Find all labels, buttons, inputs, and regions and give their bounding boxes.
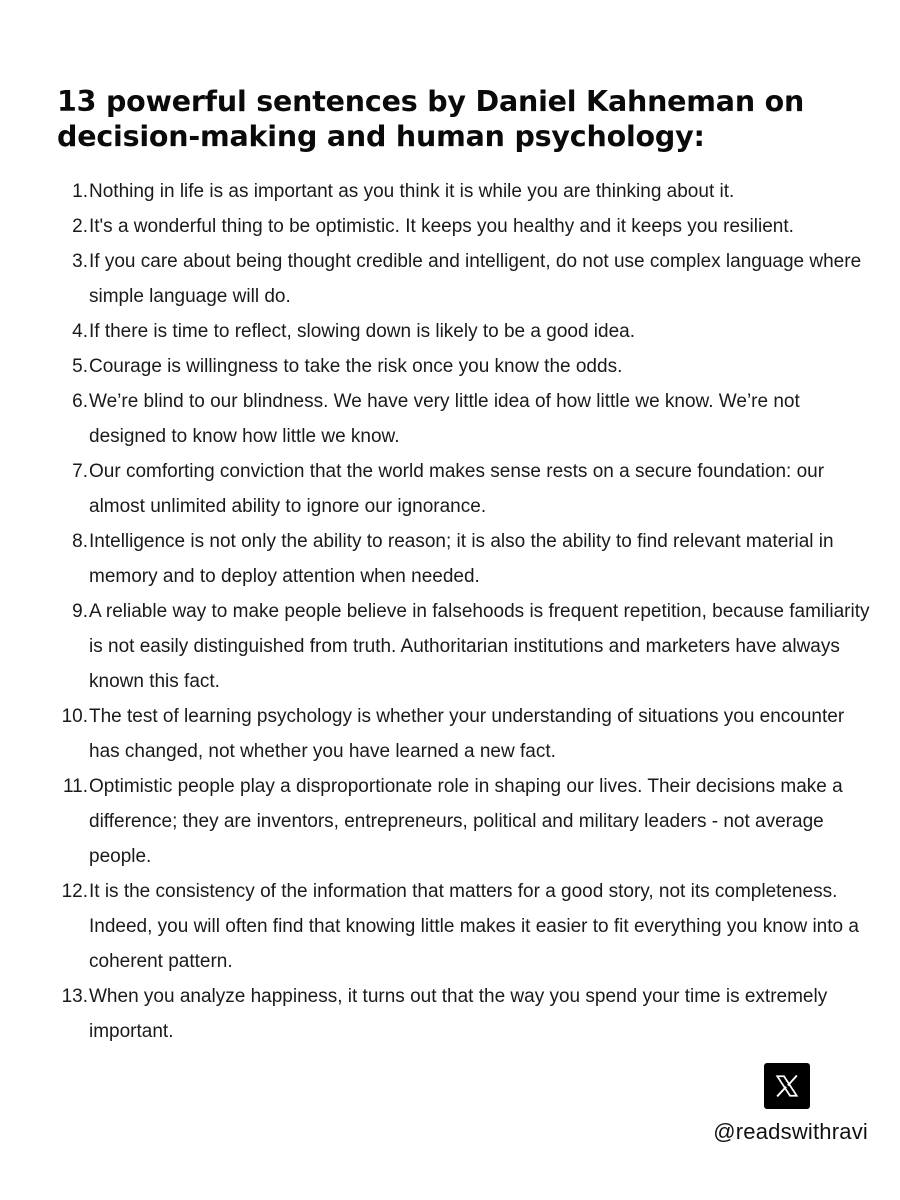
list-item-text: We’re blind to our blindness. We have very little idea of how little we know. We’re not designed to know how little we know. [89, 391, 800, 447]
list-item-number: 8. [72, 531, 88, 552]
list-item [0, 384, 900, 454]
list-item [0, 594, 900, 699]
list-item [0, 454, 900, 524]
list-item [0, 244, 900, 314]
list-item-number: 5. [72, 356, 88, 377]
list-item-number: 2. [72, 216, 88, 237]
list-item [0, 209, 900, 244]
x-logo-glyph [774, 1073, 800, 1099]
list-item-number: 1. [72, 181, 88, 202]
list-item-text: The test of learning psychology is whether your understanding of situations you encounter has changed, not whether you have learned a new fact. [89, 706, 845, 762]
list-item-text: If you care about being thought credible and intelligent, do not use complex language where simple language will do. [89, 251, 862, 307]
list-item-text: A reliable way to make people believe in falsehoods is frequent repetition, because familiarity is not easily distinguished from truth. Authoritarian institutions and marketers have always known this fact. [89, 601, 870, 692]
page-title: 13 powerful sentences by Daniel Kahneman on decision-making and human psychology: [57, 85, 805, 153]
list-item-number: 11. [62, 776, 88, 797]
list-item-text: It's a wonderful thing to be optimistic. It keeps you healthy and it keeps you resilient. [89, 216, 794, 237]
list-item-text: When you analyze happiness, it turns out that the way you spend your time is extremely important. [89, 986, 828, 1042]
list-item-number: 9. [72, 601, 88, 622]
list-item-text: Nothing in life is as important as you think it is while you are thinking about it. [89, 181, 735, 202]
list-item-text: If there is time to reflect, slowing down is likely to be a good idea. [89, 321, 635, 342]
list-item [0, 769, 900, 874]
list-item-number: 13. [61, 986, 88, 1007]
list-item [0, 699, 900, 769]
x-logo-icon [764, 1063, 810, 1109]
footer [668, 1063, 868, 1153]
list-item [0, 979, 900, 1049]
quote-list [0, 174, 900, 1049]
list-item-number: 4. [72, 321, 88, 342]
list-item [0, 874, 900, 979]
list-item-text: Our comforting conviction that the world makes sense rests on a secure foundation: our almost unlimited ability to ignore our ignorance. [89, 461, 825, 517]
list-item-number: 10. [61, 706, 88, 727]
list-item-text: It is the consistency of the information that matters for a good story, not its completeness. Indeed, you will often find that knowing little makes it easier to fit everything you know into a coherent pattern. [89, 881, 859, 972]
list-item-number: 7. [72, 461, 88, 482]
list-item [0, 314, 900, 349]
list-item [0, 174, 900, 209]
author-handle: @readswithravi [713, 1119, 868, 1144]
list-item-text: Optimistic people play a disproportionate role in shaping our lives. Their decisions make a difference; they are inventors, entrepreneurs, political and military leaders - not average people. [89, 776, 843, 867]
list-item-number: 12. [61, 881, 88, 902]
list-item-number: 3. [72, 251, 88, 272]
list-item-text: Intelligence is not only the ability to reason; it is also the ability to find relevant material in memory and to deploy attention when needed. [89, 531, 834, 587]
list-item [0, 349, 900, 384]
list-item [0, 524, 900, 594]
list-item-text: Courage is willingness to take the risk once you know the odds. [89, 356, 623, 377]
list-item-number: 6. [72, 391, 88, 412]
